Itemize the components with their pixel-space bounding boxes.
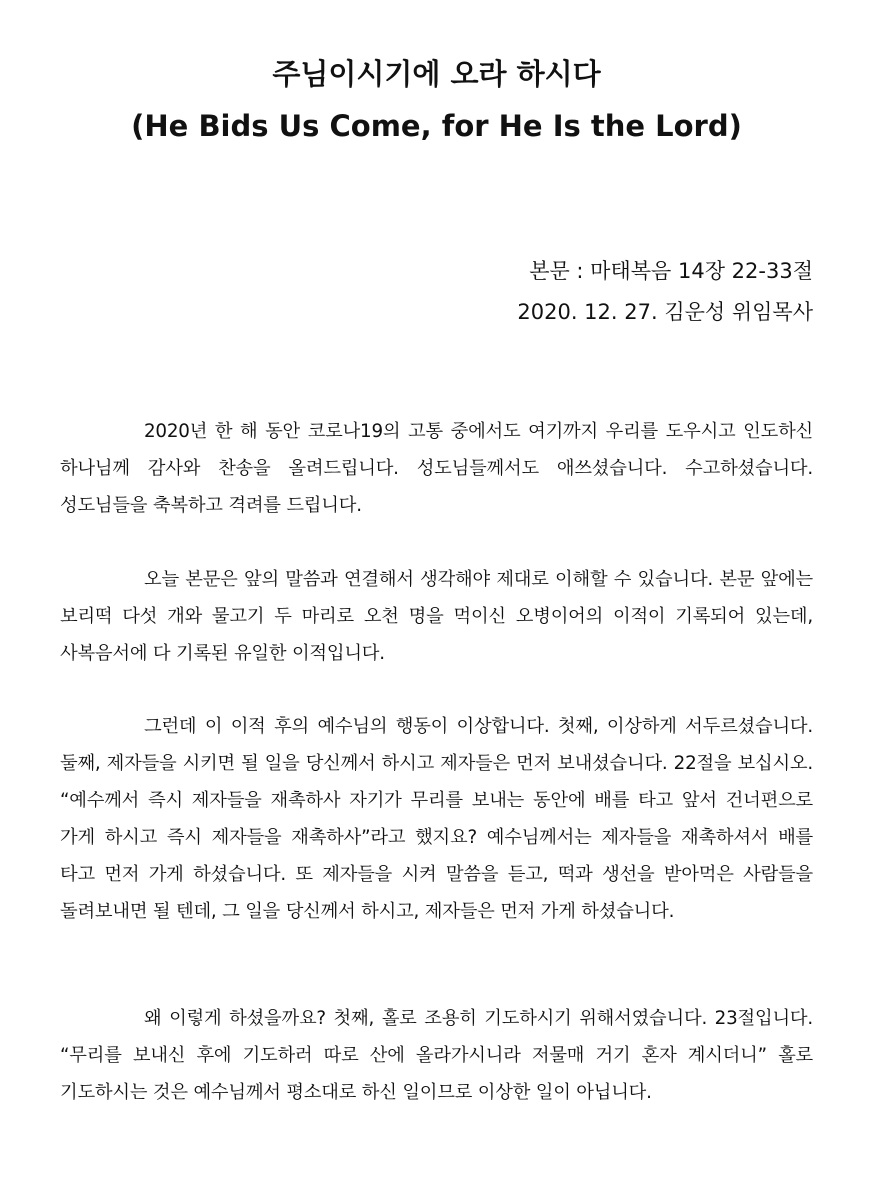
- title-korean: 주님이시기에 오라 하시다: [272, 57, 601, 91]
- scripture-reference: 본문 : 마태복음 14장 22-33절: [529, 259, 813, 283]
- paragraph-2: [60, 561, 813, 672]
- paragraph-3-text: 그런데 이 이적 후의 예수님의 행동이 이상합니다. 첫째, 이상하게 서두르셨습니다. 둘째, 제자들을 시키면 될 일을 당신께서 하시고 제자들은 먼저 보내셨습니다. 22절을 보십시오. “예수께서 즉시 제자들을 재촉하사 자기가 무리를 보내는 동안에 배를 타고 앞서 건너편으로 가게 하시고 즉시 제자들을 재촉하사”라고 했지요? 예수님께서는 제자들을 재촉하셔서 배를 타고 먼저 가게 하셨습니다. 또 제자들을 시켜 말씀을 듣고, 떡과 생선을 받아먹은 사람들을 돌려보내면 될 텐데, 그 일을 당신께서 하시고, 제자들은 먼저 가게 하셨습니다.: [60, 716, 813, 922]
- paragraph-4: [60, 1000, 813, 1111]
- paragraph-1-text: 2020년 한 해 동안 코로나19의 고통 중에서도 여기까지 우리를 도우시고 인도하신 하나님께 감사와 찬송을 올려드립니다. 성도님들께서도 애쓰셨습니다. 수고하셨습니다. 성도님들을 축복하고 격려를 드립니다.: [60, 421, 813, 516]
- paragraph-2-text: 오늘 본문은 앞의 말씀과 연결해서 생각해야 제대로 이해할 수 있습니다. 본문 앞에는 보리떡 다섯 개와 물고기 두 마리로 오천 명을 먹이신 오병이어의 이적이 기록되어 있는데, 사복음서에 다 기록된 유일한 이적입니다.: [60, 569, 813, 664]
- paragraph-1: [60, 413, 813, 524]
- title-english: (He Bids Us Come, for He Is the Lord): [131, 109, 742, 143]
- date-and-author: 2020. 12. 27. 김운성 위임목사: [517, 300, 813, 324]
- paragraph-4-text: 왜 이렇게 하셨을까요? 첫째, 홀로 조용히 기도하시기 위해서였습니다. 23절입니다. “무리를 보내신 후에 기도하러 따로 산에 올라가시니라 저물매 거기 혼자 계시더니” 홀로 기도하시는 것은 예수님께서 평소대로 하신 일이므로 이상한 일이 아닙니다.: [60, 1008, 813, 1103]
- paragraph-3: [60, 708, 813, 930]
